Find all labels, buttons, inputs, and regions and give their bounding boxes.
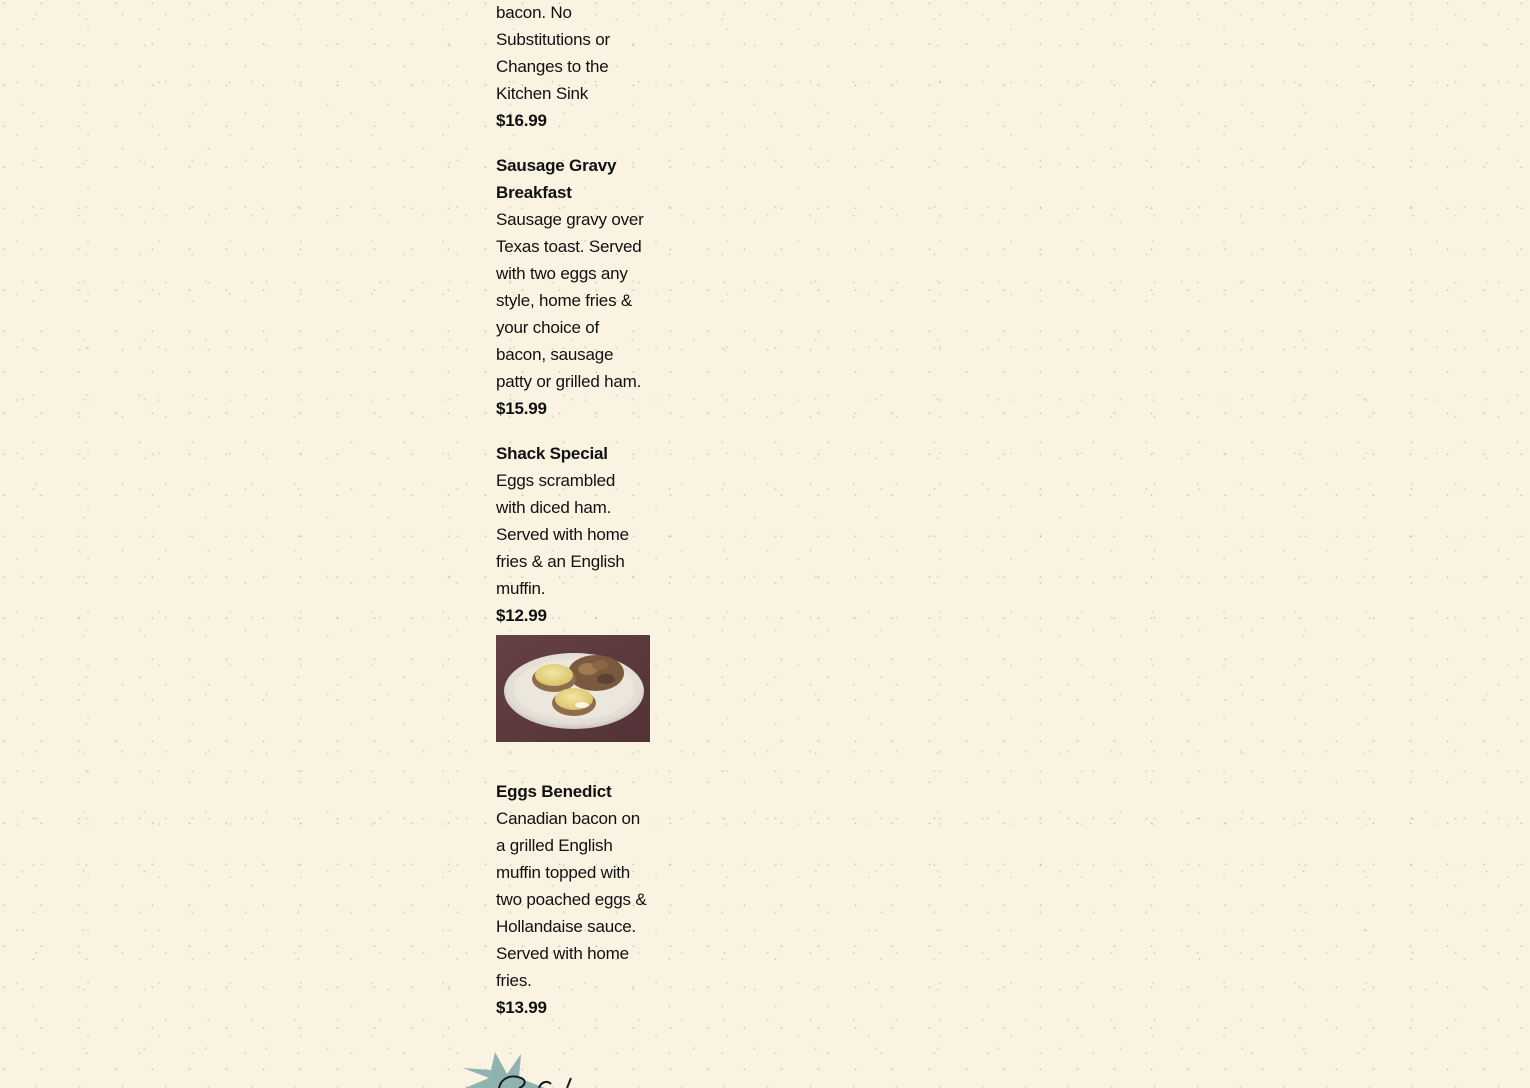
menu-item-kitchen-sink	[496, 0, 650, 134]
item-price: $16.99	[496, 111, 547, 130]
desc-line: Changes to the	[496, 57, 609, 76]
desc-line: fries & an English	[496, 552, 625, 571]
desc-line: muffin topped with	[496, 863, 631, 882]
item-title	[496, 152, 650, 206]
item-description	[496, 467, 650, 602]
eggs-benedict-photo	[496, 635, 650, 742]
desc-line: your choice of	[496, 318, 600, 337]
desc-line: style, home fries &	[496, 291, 633, 310]
desc-line: Texas toast. Served	[496, 237, 642, 256]
item-title: Eggs Benedict	[496, 782, 612, 801]
desc-line: Substitutions or	[496, 30, 610, 49]
desc-line: bacon. No	[496, 3, 572, 22]
desc-line: muffin.	[496, 579, 546, 598]
desc-line: Served with home	[496, 944, 629, 963]
desc-line: Eggs scrambled	[496, 471, 616, 490]
item-description	[496, 206, 650, 395]
menu-item-sausage-gravy-breakfast	[496, 152, 650, 422]
desc-line: Kitchen Sink	[496, 84, 589, 103]
item-description	[496, 0, 650, 107]
desc-line: a grilled English	[496, 836, 613, 855]
desc-line: patty or grilled ham.	[496, 372, 642, 391]
desc-line: with two eggs any	[496, 264, 628, 283]
desc-line: Hollandaise sauce.	[496, 917, 637, 936]
starburst-logo-icon	[455, 1048, 595, 1088]
desc-line: Sausage gravy over	[496, 210, 644, 229]
menu-column	[496, 0, 650, 1021]
menu-item-eggs-benedict	[496, 778, 650, 1021]
title-line: Breakfast	[496, 183, 572, 202]
menu-item-shack-special	[496, 440, 650, 629]
item-description	[496, 805, 650, 994]
item-price: $15.99	[496, 399, 547, 418]
desc-line: with diced ham.	[496, 498, 612, 517]
desc-line: fries.	[496, 971, 532, 990]
desc-line: Served with home	[496, 525, 629, 544]
item-price: $13.99	[496, 998, 547, 1017]
footer-logo	[455, 1048, 595, 1088]
eggs-benedict-photo-icon	[496, 635, 650, 742]
desc-line: Canadian bacon on	[496, 809, 641, 828]
item-price: $12.99	[496, 606, 547, 625]
title-line: Sausage Gravy	[496, 156, 617, 175]
desc-line: two poached eggs &	[496, 890, 647, 909]
desc-line: bacon, sausage	[496, 345, 614, 364]
item-title: Shack Special	[496, 444, 608, 463]
